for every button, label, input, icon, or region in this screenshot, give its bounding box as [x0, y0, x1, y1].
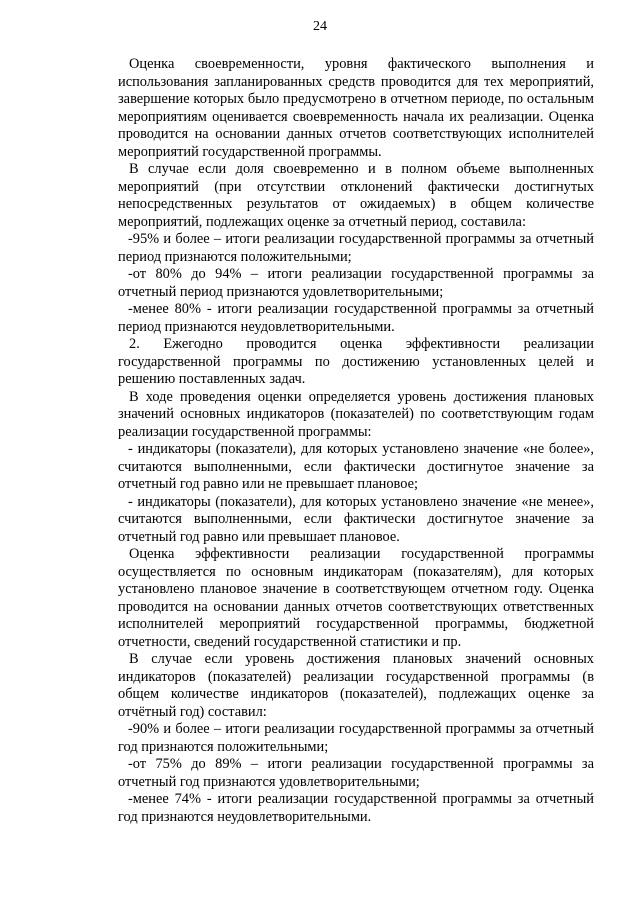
bullet-activities-satisfactory: -от 80% до 94% – итоги реализации государственной программы за отчетный период признаются удовлетворительными;: [118, 266, 594, 300]
document-body: [118, 56, 594, 826]
paragraph-indicator-level: В ходе проведения оценки определяется уровень достижения плановых значений основных индикаторов (показателей) по соответствующим годам реализации государственной программы:: [118, 388, 594, 440]
paragraph-indicators-condition: В случае если уровень достижения плановых значений основных индикаторов (показателей) реализации государственной программы (в общем количестве индикаторов (показателей), подлежащих оценке за отчётный год) составил:: [118, 651, 594, 720]
paragraph-timeliness-assessment: Оценка своевременности, уровня фактического выполнения и использования запланированных средств проводится для тех мероприятий, завершение которых было предусмотрено в отчетном периоде, по остальным мероприятиям оценивается своевременность начала их реализации. Оценка проводится на основании данных отчетов соответствующих исполнителей мероприятий государственной программы.: [118, 56, 594, 160]
bullet-year-positive: -90% и более – итоги реализации государственной программы за отчетный год признаются положительными;: [118, 721, 594, 755]
bullet-activities-positive: -95% и более – итоги реализации государственной программы за отчетный период признаются положительными;: [118, 231, 594, 265]
paragraph-efficiency-basis: Оценка эффективности реализации государственной программы осуществляется по основным индикаторам (показателям), для которых установлено плановое значение в соответствующем отчетном году. Оценка проводится на основании данных отчетов соответствующих ответственных исполнителей мероприятий государственной программы, бюджетной отчетности, сведений государственной статистики и пр.: [118, 546, 594, 650]
paragraph-annual-efficiency: 2. Ежегодно проводится оценка эффективности реализации государственной программы по достижению установленных целей и решению поставленных задач.: [118, 336, 594, 387]
bullet-year-unsatisfactory: -менее 74% - итоги реализации государственной программы за отчетный год признаются неудовлетворительными.: [118, 791, 594, 825]
page-number: 24: [313, 19, 327, 34]
bullet-indicators-not-less: - индикаторы (показатели), для которых установлено значение «не менее», считаются выполненными, если фактически достигнутое значение за отчетный год равно или превышает плановое.: [118, 493, 594, 545]
bullet-activities-unsatisfactory: -менее 80% - итоги реализации государственной программы за отчетный период признаются неудовлетворительными.: [118, 301, 594, 335]
bullet-indicators-not-more: - индикаторы (показатели), для которых установлено значение «не более», считаются выполненными, если фактически достигнутое значение за отчетный год равно или не превышает плановое;: [118, 441, 594, 492]
bullet-year-satisfactory: -от 75% до 89% – итоги реализации государственной программы за отчетный год признаются удовлетворительными;: [118, 756, 594, 790]
paragraph-activities-share-condition: В случае если доля своевременно и в полном объеме выполненных мероприятий (при отсутствии отклонений фактически достигнутых непосредственных результатов от ожидаемых) в общем количестве мероприятий, подлежащих оценке за отчетный период, составила:: [118, 161, 594, 230]
